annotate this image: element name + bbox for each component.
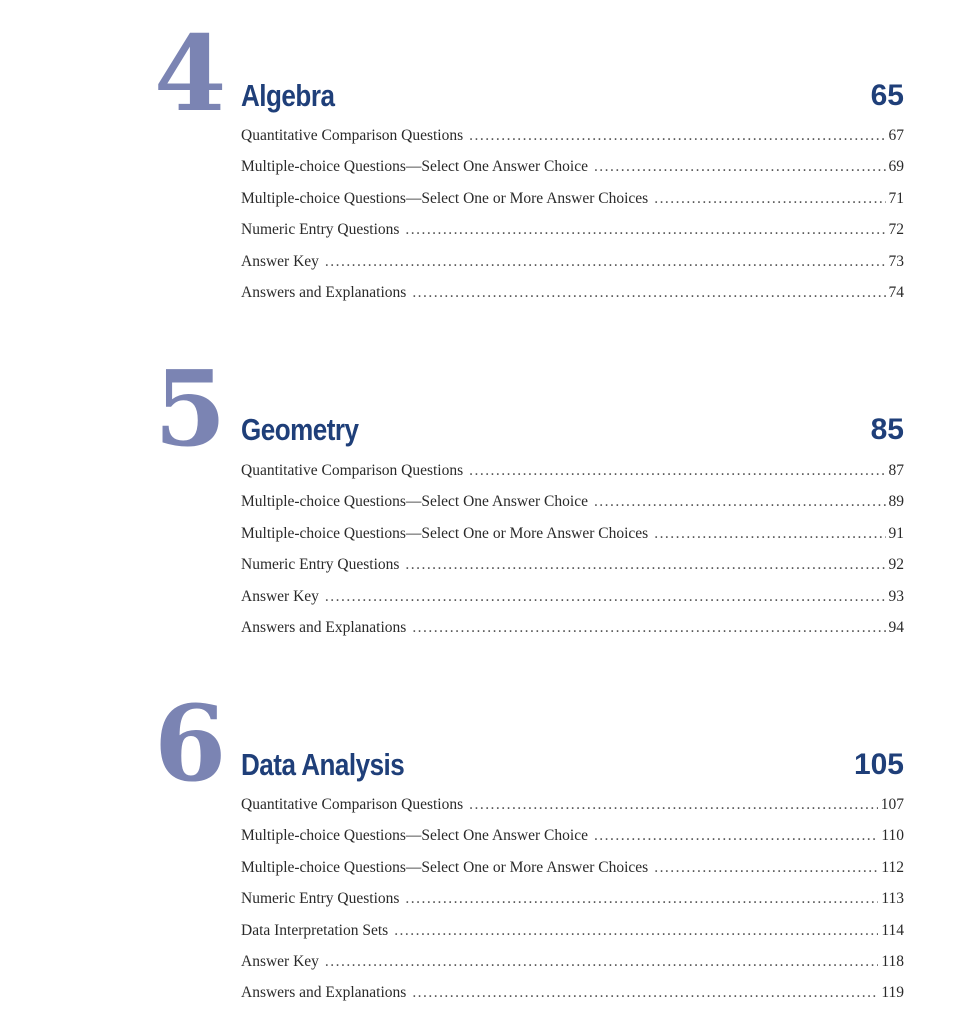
toc-entry-label: Quantitative Comparison Questions (241, 127, 464, 144)
dot-leader (412, 619, 885, 637)
chapter-title[interactable]: Geometry (241, 412, 359, 447)
toc-entry-page: 119 (881, 984, 904, 1002)
toc-entry-label: Answer Key (241, 252, 319, 270)
dot-leader (412, 284, 885, 302)
toc-entry[interactable] (241, 588, 904, 619)
toc-entry-page: 87 (888, 462, 904, 479)
toc-entry[interactable] (241, 462, 904, 493)
toc-entry-page: 72 (888, 221, 904, 239)
toc-entry-list (241, 796, 904, 1016)
toc-entry-page: 110 (881, 827, 904, 845)
toc-entry-list (241, 127, 904, 315)
toc-entry[interactable] (241, 619, 904, 650)
dot-leader (469, 462, 885, 480)
toc-entry-page: 74 (888, 283, 904, 301)
toc-entry-label: Multiple-choice Questions—Select One Answer Choice (241, 493, 588, 511)
toc-entry-label: Multiple-choice Questions—Select One or More Answer Choices (241, 858, 649, 876)
toc-entry[interactable] (241, 922, 904, 953)
toc-entry-label: Answer Key (241, 952, 319, 970)
toc-entry-label: Numeric Entry Questions (241, 556, 400, 574)
dot-leader (405, 221, 885, 239)
toc-entry-label: Answers and Explanations (241, 618, 407, 636)
dot-leader (394, 922, 878, 940)
toc-entry-label: Answer Key (241, 587, 319, 605)
dot-leader (325, 588, 886, 606)
toc-entry[interactable] (241, 158, 904, 189)
toc-entry[interactable] (241, 127, 904, 158)
toc-entry[interactable] (241, 953, 904, 984)
dot-leader (654, 859, 878, 877)
toc-entry[interactable] (241, 890, 904, 921)
toc-entry-label: Multiple-choice Questions—Select One Answer Choice (241, 158, 588, 176)
toc-entry[interactable] (241, 493, 904, 524)
toc-entry[interactable] (241, 827, 904, 858)
toc-entry-label: Numeric Entry Questions (241, 221, 400, 239)
dot-leader (405, 556, 885, 574)
toc-entry-page: 113 (881, 890, 904, 908)
dot-leader (325, 953, 878, 971)
chapter-page-number[interactable]: 65 (870, 79, 904, 112)
chapter-number: 6 (154, 682, 227, 805)
toc-entry-page: 69 (888, 158, 904, 176)
chapter-number: 4 (154, 12, 227, 135)
chapter-number: 5 (154, 347, 227, 470)
chapter-title[interactable]: Data Analysis (241, 747, 405, 782)
chapter-page-number[interactable]: 105 (853, 748, 904, 781)
toc-entry-page: 114 (881, 921, 904, 939)
toc-entry[interactable] (241, 253, 904, 284)
toc-entry-page: 67 (888, 127, 904, 144)
toc-entry-label: Numeric Entry Questions (241, 890, 400, 908)
dot-leader (469, 796, 878, 814)
toc-entry-page: 89 (888, 493, 904, 511)
chapter-title[interactable]: Algebra (241, 78, 335, 113)
toc-entry[interactable] (241, 284, 904, 315)
dot-leader (654, 190, 885, 208)
dot-leader (469, 127, 885, 145)
toc-entry[interactable] (241, 556, 904, 587)
dot-leader (594, 158, 886, 176)
toc-entry-list (241, 462, 904, 650)
toc-entry[interactable] (241, 984, 904, 1015)
dot-leader (594, 493, 886, 511)
toc-entry-page: 73 (888, 252, 904, 270)
toc-entry-label: Answers and Explanations (241, 984, 407, 1002)
dot-leader (594, 827, 878, 845)
toc-entry-page: 112 (881, 858, 904, 876)
toc-entry-page: 71 (888, 189, 904, 207)
toc-entry-label: Quantitative Comparison Questions (241, 796, 464, 813)
toc-entry[interactable] (241, 525, 904, 556)
toc-entry[interactable] (241, 796, 904, 827)
dot-leader (412, 984, 878, 1002)
dot-leader (654, 525, 885, 543)
toc-entry-label: Multiple-choice Questions—Select One Answer Choice (241, 827, 588, 845)
chapter-page-number[interactable]: 85 (870, 413, 904, 446)
dot-leader (325, 253, 886, 271)
toc-entry-label: Data Interpretation Sets (241, 921, 389, 939)
toc-entry-page: 118 (881, 952, 904, 970)
toc-entry-page: 94 (888, 618, 904, 636)
dot-leader (405, 890, 878, 908)
toc-entry[interactable] (241, 221, 904, 252)
toc-entry-label: Quantitative Comparison Questions (241, 462, 464, 479)
toc-entry-label: Multiple-choice Questions—Select One or More Answer Choices (241, 189, 649, 207)
toc-entry-page: 107 (880, 796, 904, 813)
toc-entry-page: 93 (888, 587, 904, 605)
toc-entry-label: Answers and Explanations (241, 283, 407, 301)
toc-entry[interactable] (241, 190, 904, 221)
toc-entry-page: 91 (888, 524, 904, 542)
toc-entry-page: 92 (888, 556, 904, 574)
toc-entry[interactable] (241, 859, 904, 890)
toc-entry-label: Multiple-choice Questions—Select One or More Answer Choices (241, 524, 649, 542)
